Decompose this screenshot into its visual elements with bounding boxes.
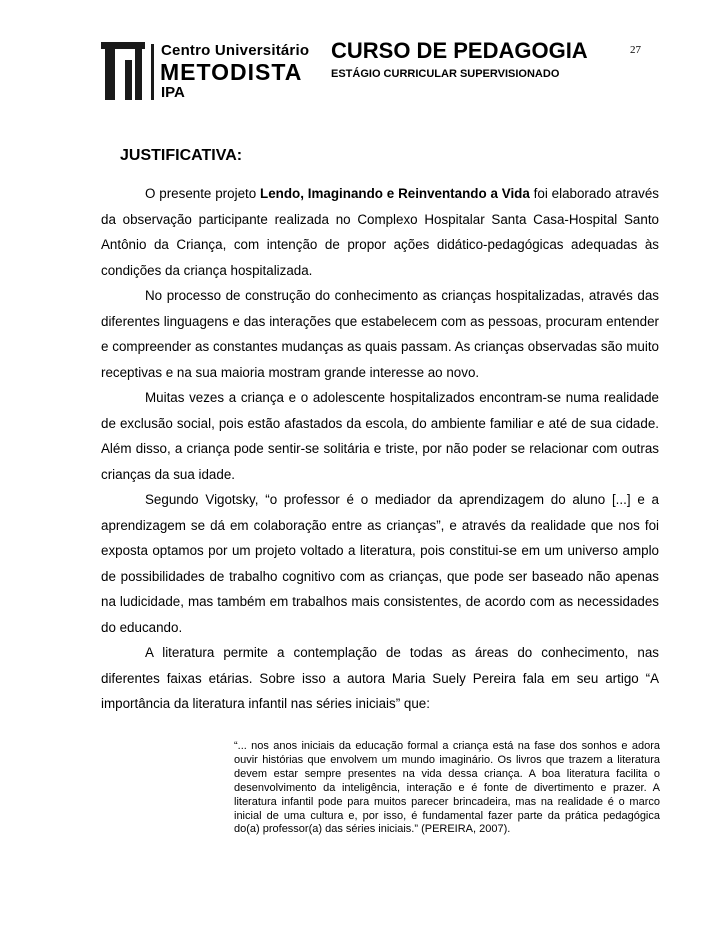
paragraph-1	[101, 181, 659, 283]
logo-line-3: IPA	[161, 84, 185, 101]
paragraph-1-end: foi elaborado através da observação participante realizada no Complexo Hospitalar Santa Casa-Hospital Santo Antônio da Criança, com intenção de propor ações didático-pedagógicas adequadas às condições da criança hospitalizada.	[101, 186, 659, 278]
page-number: 27	[630, 44, 641, 56]
logo-line-1: Centro Universitário	[161, 42, 310, 59]
logo-line-2: METODISTA	[160, 59, 303, 85]
block-quote: “... nos anos iniciais da educação formal a criança está na fase dos sonhos e adora ouvir histórias que envolvem um mundo imaginário. Os livros que trazem a literatura devem estar sempre presentes na vida dessa criança. A boa literatura facilita o desenvolvimento da inteligência, interação e é fonte de divertimento e prazer. A literatura infantil pode para muitos parecer brincadeira, mas na realidade é o marco inicial de uma cultura e, por isso, é fundamental fazer parte da prática pedagógica do(a) professor(a) das séries iniciais.” (PEREIRA, 2007).	[234, 740, 660, 836]
body-text	[101, 181, 659, 717]
paragraph-3: Muitas vezes a criança e o adolescente hospitalizados encontram-se numa realidade de exclusão social, pois estão afastados da escola, do ambiente familiar e até de sua cidade. Além disso, a criança pode sentir-se solitária e triste, por não poder se relacionar com outras crianças da sua idade.	[101, 390, 659, 482]
logo-divider	[151, 44, 154, 100]
project-title: Lendo, Imaginando e Reinventando a Vida	[260, 186, 530, 201]
institution-logo	[101, 42, 310, 102]
logo-mark-icon	[101, 42, 145, 100]
paragraph-1-start: O presente projeto	[145, 186, 261, 201]
paragraph-4: Segundo Vigotsky, “o professor é o mediador da aprendizagem do aluno [...] e a aprendizagem se dá em colaboração entre as crianças”, e através da realidade que nos foi exposta optamos por um projeto voltado a literatura, pois constitui-se em um universo amplo de possibilidades de trabalho cognitivo com as crianças, que pode ser baseado não apenas na ludicidade, mas também em trabalhos mais consistentes, de acordo com as necessidades do educando.	[101, 492, 659, 635]
paragraph-5: A literatura permite a contemplação de todas as áreas do conhecimento, nas diferentes faixas etárias. Sobre isso a autora Maria Suely Pereira fala em seu artigo “A importância da literatura infantil nas séries iniciais” que:	[101, 645, 659, 711]
course-subtitle: ESTÁGIO CURRICULAR SUPERVISIONADO	[331, 68, 560, 80]
course-title: CURSO DE PEDAGOGIA	[331, 38, 588, 63]
paragraph-2: No processo de construção do conhecimento as crianças hospitalizadas, através das diferentes linguagens e das interações que estabelecem com as pessoas, procuram entender e compreender as constantes mudanças as quais passam. As crianças observadas são muito receptivas e na sua maioria mostram grande interesse ao novo.	[101, 288, 659, 380]
section-heading: JUSTIFICATIVA:	[120, 147, 243, 164]
